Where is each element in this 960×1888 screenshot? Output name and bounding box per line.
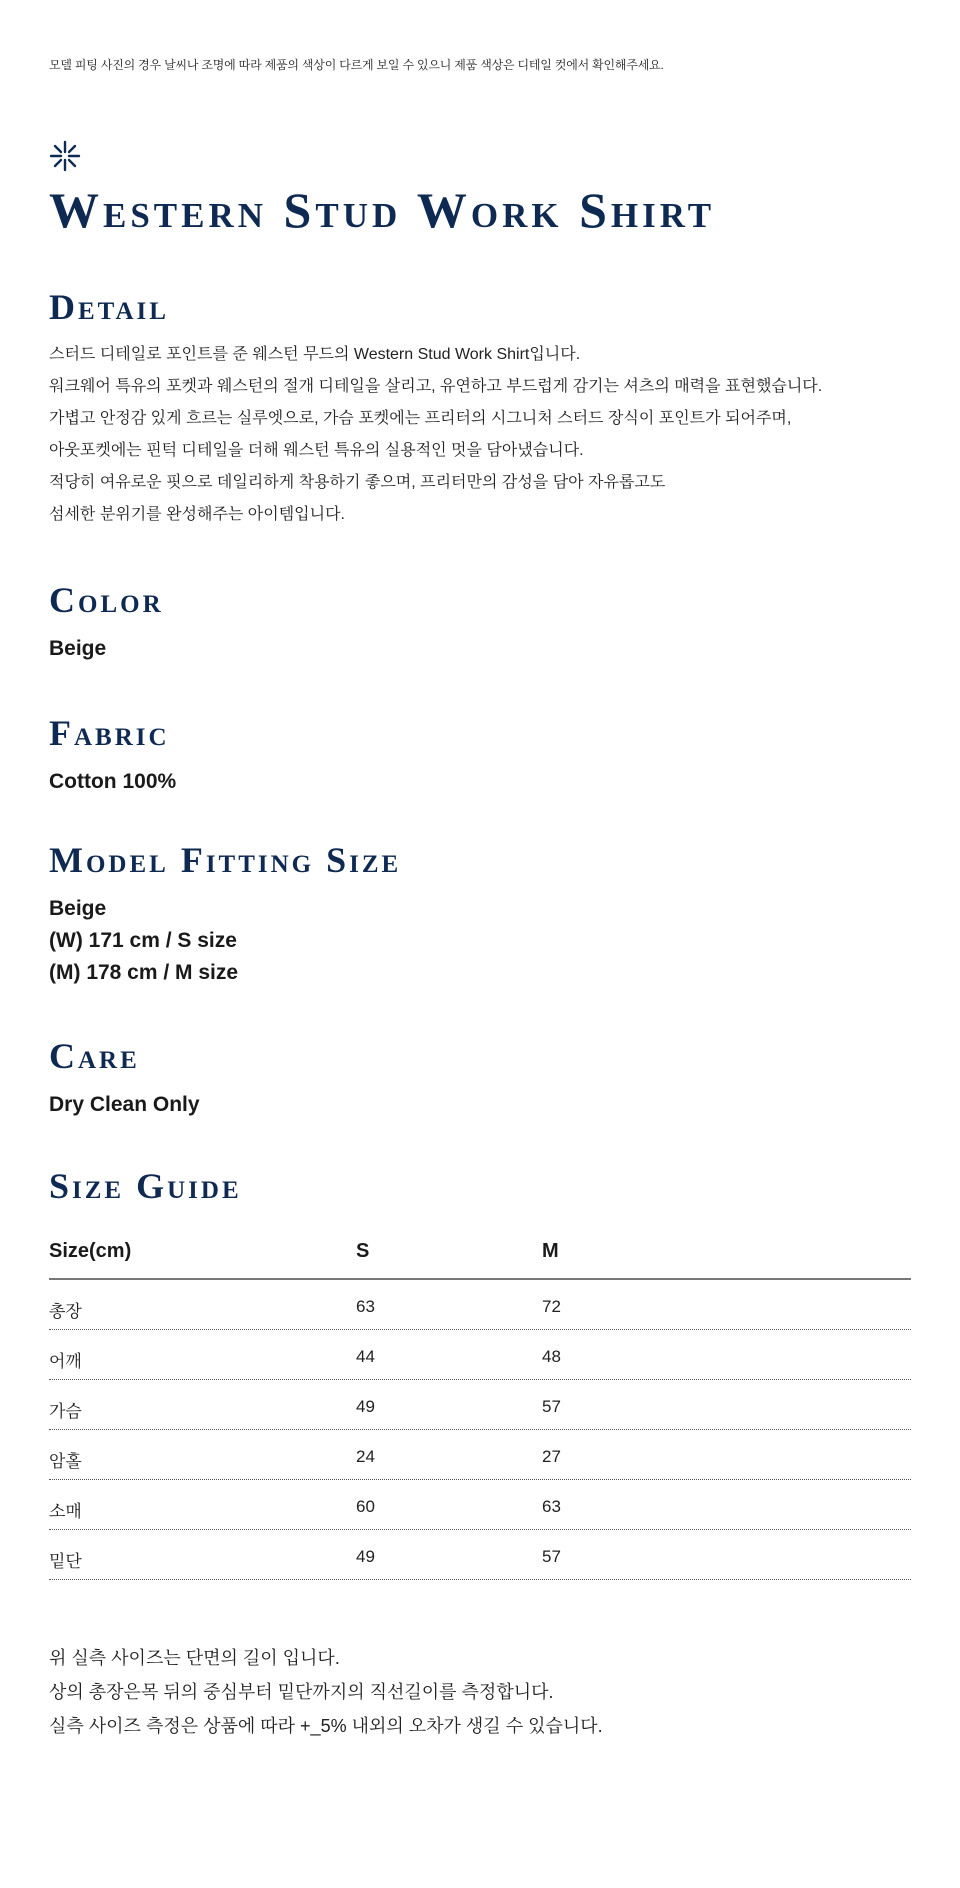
row-value-s: 49 bbox=[356, 1397, 375, 1416]
row-label: 총장 bbox=[49, 1302, 82, 1321]
detail-line: 가볍고 안정감 있게 흐르는 실루엣으로, 가슴 포켓에는 프리터의 시그니처 스터드 장식이 포인트가 되어주며, bbox=[49, 410, 792, 427]
detail-line: 섬세한 분위기를 완성해주는 아이템입니다. bbox=[49, 506, 345, 523]
detail-line: 적당히 여유로운 핏으로 데일리하게 착용하기 좋으며, 프리터만의 감성을 담아 자유롭고도 bbox=[49, 474, 666, 491]
row-label: 밑단 bbox=[49, 1552, 82, 1571]
detail-heading: Detail bbox=[49, 287, 169, 327]
model-color-value: Beige bbox=[49, 897, 107, 920]
size-guide-heading: Size Guide bbox=[49, 1166, 242, 1206]
note-line: 상의 총장은목 뒤의 중심부터 밑단까지의 직선길이를 측정합니다. bbox=[49, 1682, 554, 1702]
product-title: Western Stud Work Shirt bbox=[49, 182, 716, 238]
note-line: 실측 사이즈 측정은 상품에 따라 +_5% 내외의 오차가 생길 수 있습니다. bbox=[49, 1716, 603, 1736]
table-row bbox=[49, 1330, 911, 1380]
measurement-notes bbox=[49, 1641, 603, 1743]
fabric-heading: Fabric bbox=[49, 713, 170, 753]
row-label: 암홀 bbox=[49, 1452, 82, 1471]
asterisk-star-icon bbox=[49, 140, 81, 172]
detail-description bbox=[49, 339, 822, 531]
detail-line: 아웃포켓에는 핀턱 디테일을 더해 웨스턴 특유의 실용적인 멋을 담아냈습니다. bbox=[49, 442, 584, 459]
row-value-s: 49 bbox=[356, 1547, 375, 1566]
column-header-s: S bbox=[356, 1240, 370, 1262]
fabric-value: Cotton 100% bbox=[49, 770, 177, 793]
row-value-m: 27 bbox=[542, 1447, 561, 1466]
table-row bbox=[49, 1530, 911, 1580]
detail-line: 스터드 디테일로 포인트를 준 웨스턴 무드의 Western Stud Work Shirt입니다. bbox=[49, 346, 581, 363]
row-value-s: 60 bbox=[356, 1497, 375, 1516]
row-value-m: 63 bbox=[542, 1497, 561, 1516]
table-row bbox=[49, 1430, 911, 1480]
detail-line: 워크웨어 특유의 포켓과 웨스턴의 절개 디테일을 살리고, 유연하고 부드럽게 감기는 셔츠의 매력을 표현했습니다. bbox=[49, 378, 823, 395]
column-header-m: M bbox=[542, 1240, 559, 1262]
row-label: 소매 bbox=[49, 1502, 82, 1521]
row-value-m: 48 bbox=[542, 1347, 561, 1366]
row-value-s: 44 bbox=[356, 1347, 375, 1366]
table-row bbox=[49, 1380, 911, 1430]
table-row bbox=[49, 1280, 911, 1330]
color-heading: Color bbox=[49, 580, 164, 620]
row-value-m: 57 bbox=[542, 1547, 561, 1566]
note-line: 위 실측 사이즈는 단면의 길이 입니다. bbox=[49, 1648, 340, 1668]
row-value-s: 63 bbox=[356, 1297, 375, 1316]
table-row bbox=[49, 1480, 911, 1530]
size-table bbox=[49, 1226, 911, 1580]
care-value: Dry Clean Only bbox=[49, 1093, 200, 1116]
care-heading: Care bbox=[49, 1036, 140, 1076]
color-notice: 모델 피팅 사진의 경우 날씨나 조명에 따라 제품의 색상이 다르게 보일 수 있으니 제품 색상은 디테일 컷에서 확인해주세요. bbox=[49, 58, 664, 72]
column-header-size: Size(cm) bbox=[49, 1240, 132, 1262]
row-value-m: 57 bbox=[542, 1397, 561, 1416]
model-w-size: (W) 171 cm / S size bbox=[49, 929, 237, 952]
row-label: 가슴 bbox=[49, 1402, 82, 1421]
model-fitting-heading: Model Fitting Size bbox=[49, 840, 402, 880]
color-value: Beige bbox=[49, 637, 107, 660]
row-value-m: 72 bbox=[542, 1297, 561, 1316]
model-m-size: (M) 178 cm / M size bbox=[49, 961, 239, 984]
row-label: 어깨 bbox=[49, 1352, 82, 1371]
row-value-s: 24 bbox=[356, 1447, 375, 1466]
table-header bbox=[49, 1226, 911, 1280]
